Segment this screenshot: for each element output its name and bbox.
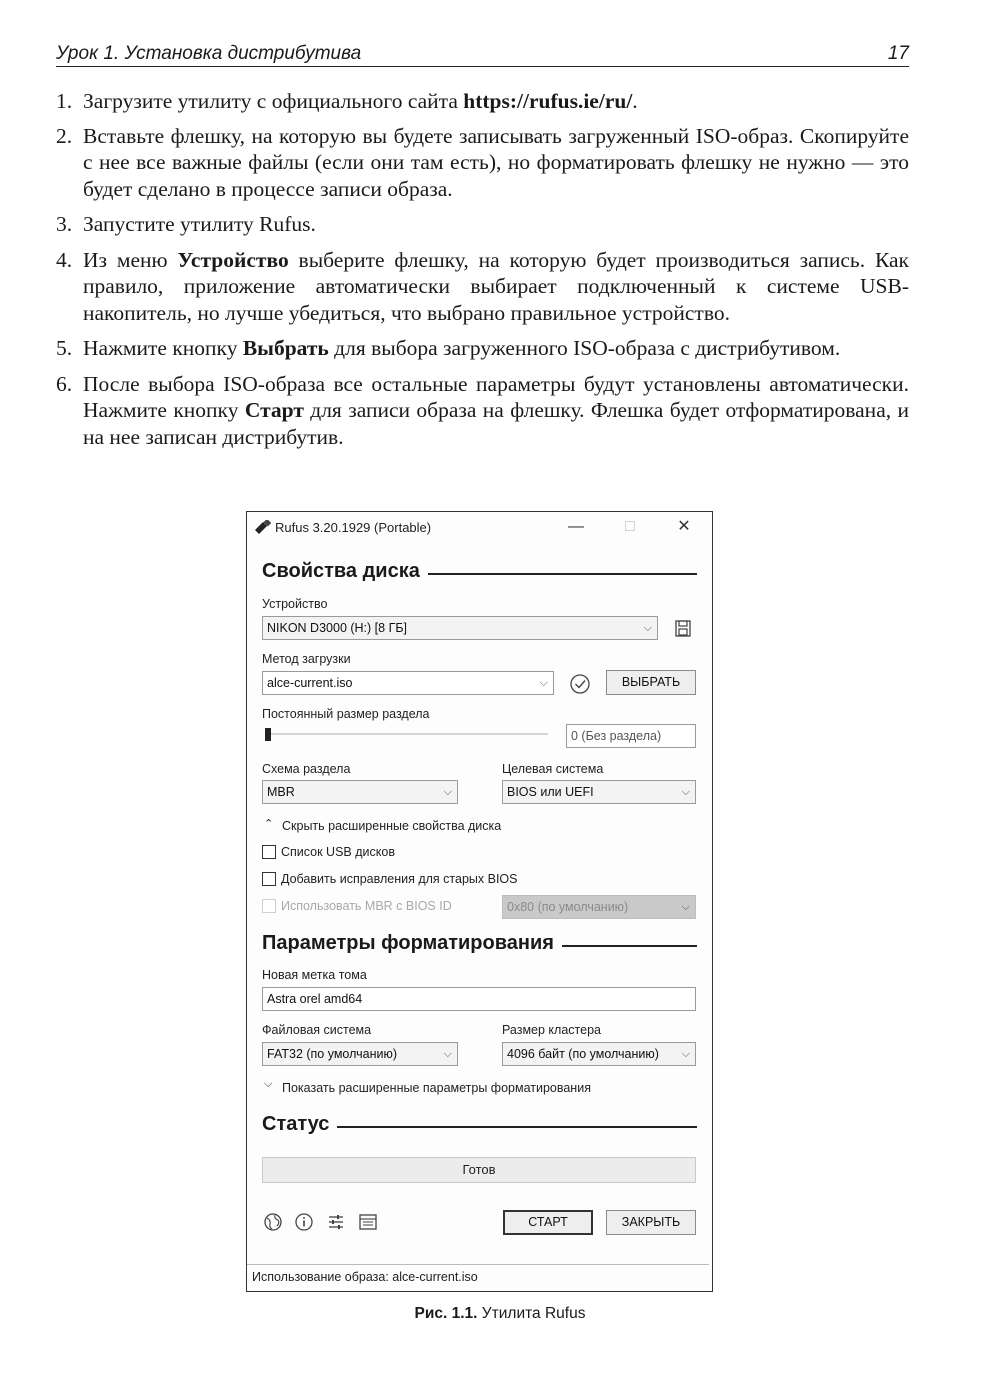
usb-list-label: Список USB дисков: [281, 845, 395, 859]
usb-list-checkbox[interactable]: [262, 845, 276, 859]
close-window-button[interactable]: ✕: [677, 518, 691, 535]
globe-icon[interactable]: [263, 1212, 283, 1232]
minimize-button[interactable]: —: [568, 518, 584, 535]
maximize-button[interactable]: □: [625, 518, 635, 535]
figure-title: Утилита Rufus: [477, 1305, 586, 1322]
footer-status: Использование образа: alce-current.iso: [252, 1270, 478, 1284]
persistent-size-track: [265, 733, 548, 735]
device-label: Устройство: [262, 597, 328, 611]
running-head: [56, 42, 909, 67]
hide-advanced-disk-toggle[interactable]: Скрыть расширенные свойства диска: [282, 819, 502, 833]
chevron-down-icon[interactable]: ⌵: [264, 1078, 273, 1090]
partition-scheme-label: Схема раздела: [262, 762, 351, 776]
chevron-down-icon: ⌵: [681, 786, 690, 798]
cluster-size-label: Размер кластера: [502, 1023, 601, 1037]
boot-method-dropdown[interactable]: alce-current.iso ⌵: [262, 671, 554, 695]
persistent-size-slider[interactable]: [265, 728, 271, 741]
persistent-size-label: Постоянный размер раздела: [262, 707, 430, 721]
device-dropdown[interactable]: NIKON D3000 (H:) [8 ГБ] ⌵: [262, 616, 658, 640]
select-image-button[interactable]: ВЫБРАТЬ: [606, 670, 696, 695]
save-icon[interactable]: [675, 620, 691, 637]
figure-number: Рис. 1.1.: [414, 1305, 478, 1322]
volume-label-label: Новая метка тома: [262, 968, 367, 982]
page-number: 17: [887, 43, 909, 64]
settings-sliders-icon[interactable]: [326, 1212, 346, 1232]
log-icon[interactable]: [358, 1212, 378, 1232]
chevron-down-icon: ⌵: [643, 622, 652, 634]
bios-fixes-checkbox[interactable]: [262, 872, 276, 886]
step-1: 1. Загрузите утилиту с официального сайта https://rufus.ie/ru/.: [56, 89, 638, 113]
chevron-down-icon: ⌵: [681, 901, 690, 913]
chevron-down-icon: ⌵: [539, 677, 548, 689]
use-mbr-label: Использовать MBR с BIOS ID: [281, 899, 452, 913]
figure-caption: [0, 1305, 1000, 1323]
check-circle-icon[interactable]: [569, 673, 591, 695]
bios-id-dropdown: 0x80 (по умолчанию) ⌵: [502, 895, 696, 919]
boot-method-label: Метод загрузки: [262, 652, 351, 666]
footer-divider: [247, 1264, 709, 1265]
rufus-url: https://rufus.ie/ru/: [463, 89, 633, 113]
close-button[interactable]: ЗАКРЫТЬ: [606, 1210, 696, 1235]
file-system-label: Файловая система: [262, 1023, 372, 1037]
status-title: Статус: [262, 1113, 337, 1136]
target-system-label: Целевая система: [502, 762, 604, 776]
step-3: 3. Запустите утилиту Rufus.: [56, 212, 316, 236]
chevron-up-icon[interactable]: ⌃: [264, 818, 274, 830]
volume-label-input[interactable]: Astra orel amd64: [262, 987, 696, 1011]
start-button[interactable]: СТАРТ: [503, 1210, 593, 1235]
cluster-size-dropdown[interactable]: 4096 байт (по умолчанию) ⌵: [502, 1042, 696, 1066]
chevron-down-icon: ⌵: [680, 1043, 690, 1065]
show-advanced-format-toggle[interactable]: Показать расширенные параметры форматирования: [282, 1081, 591, 1095]
usb-drive-icon: [253, 520, 271, 534]
chapter-title: Урок 1. Установка дистрибутива: [56, 43, 362, 64]
disk-properties-title: Свойства диска: [262, 560, 428, 583]
status-progress-bar: Готов: [262, 1157, 696, 1183]
partition-scheme-dropdown[interactable]: MBR ⌵: [262, 780, 458, 804]
persistent-size-field[interactable]: 0 (Без раздела): [566, 724, 696, 748]
use-mbr-checkbox: [262, 899, 276, 913]
chevron-down-icon: ⌵: [443, 1048, 452, 1060]
step-6: 6. После выбора ISO-образа все остальные параметры будут установлены автоматически. Нажмите кнопку Старт для записи образа на флешку. Флешка будет отформатирована, и на нее записан дистрибутив.: [56, 371, 909, 449]
format-options-title: Параметры форматирования: [262, 932, 562, 955]
chevron-down-icon: ⌵: [443, 786, 452, 798]
info-icon[interactable]: [294, 1212, 314, 1232]
step-2: 2. Вставьте флешку, на которую вы будете записывать загруженный ISO-образ. Скопируйте с нее все важные файлы (если они там есть), но форматировать флешку не нужно — это будет сделано в процессе записи образа.: [56, 123, 909, 201]
steps-list: [56, 88, 909, 450]
step-5: 5. Нажмите кнопку Выбрать для выбора загруженного ISO-образа с дистрибутивом.: [56, 336, 841, 360]
rufus-window: [246, 511, 713, 1292]
target-system-dropdown[interactable]: BIOS или UEFI ⌵: [502, 780, 696, 804]
step-4: 4. Из меню Устройство выберите флешку, на которую будет производиться запись. Как правило, приложение автоматически выбирает подключенный к системе USB-накопитель, но лучше убедиться, что выбрано правильное устройство.: [56, 247, 909, 325]
file-system-dropdown[interactable]: FAT32 (по умолчанию) ⌵: [262, 1042, 458, 1066]
window-title: Rufus 3.20.1929 (Portable): [275, 520, 432, 535]
bios-fixes-label: Добавить исправления для старых BIOS: [281, 872, 518, 886]
